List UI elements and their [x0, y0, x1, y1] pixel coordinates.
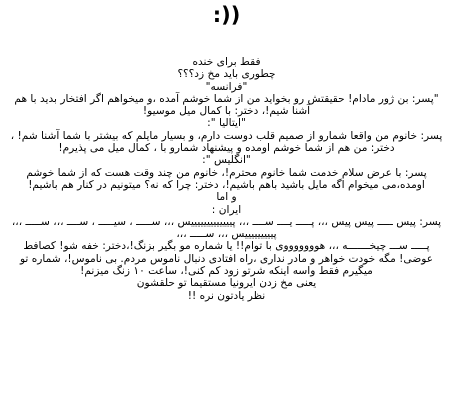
section-heading-england: "انگلیس ": — [202, 154, 251, 167]
paragraph-italy: پسر: خانوم من واقعا شمارو از صمیم قلب دوست دارم، و بسیار مایلم که بیشتر با شما آشنا شم! ، دختر: من هم از شما خوشم اومده و پیشنهاد شمارو با ، کمال میل می پذیرم! — [10, 129, 443, 155]
section-heading-italy: "ایتالیا ": — [207, 117, 246, 130]
article-body — [8, 56, 445, 302]
intro-line: فقط برای خنده — [192, 56, 261, 68]
comment-request-line: نظر یادتون نره !! — [187, 289, 266, 302]
paragraph-france: "پسر: بن ژور مادام! حقیقتش رو بخواید من از شما خوشم آمده ،و میخواهم اگر افتخار بدید با هم آشنا شیم!، دختر: با کمال میل موسیو! — [14, 92, 439, 118]
emoji-smiley: :)) — [212, 3, 241, 27]
paragraph-iran-dialogue: پـــــ ســـ چیخـــــــه ،،، هوووووووی با توام!! یا شماره مو بگیر بزنگ!،دختر: خفه شو! کصافط عوضی! مگه خودت خواهر و مادر نداری ،راه افتادی دنبال ناموس مردم. بی ناموس!، شماره تو میگیرم فقط واسه اینکه شرتو زود کم کنی!، ساعت ۱۰ زنگ میزنم! — [19, 240, 434, 278]
conclusion-line: یعنی مخ زدن ایرونیا مستقیما تو حلقشون — [136, 277, 317, 290]
question-line: چطوری باید مخ زد؟؟؟ — [177, 68, 276, 81]
section-heading-iran: ایران : — [211, 203, 242, 216]
transition-line: و اما — [216, 191, 237, 204]
section-heading-france: "فرانسه" — [205, 80, 248, 93]
paragraph-england: پسر: با عرض سلام خدمت شما خانوم محترم!، خانوم من چند وقت هست که از شما خوشم اومده،می میخوام اگه مایل باشید باهم باشیم!، دختر: چرا که نه؟ میتونیم در کنار هم باشیم! — [26, 166, 427, 191]
paragraph-iran-boy: پسر: پیس ـــــ پیس پیس ،،، پـــــ یــــ ســــ ،،، پیییییییییییییس ،،، ســـــ ، سیـــــ ، ســــ ،،، ســـــ ،،، پیییییییییس ،،، ســـــ ،،، — [11, 215, 442, 241]
